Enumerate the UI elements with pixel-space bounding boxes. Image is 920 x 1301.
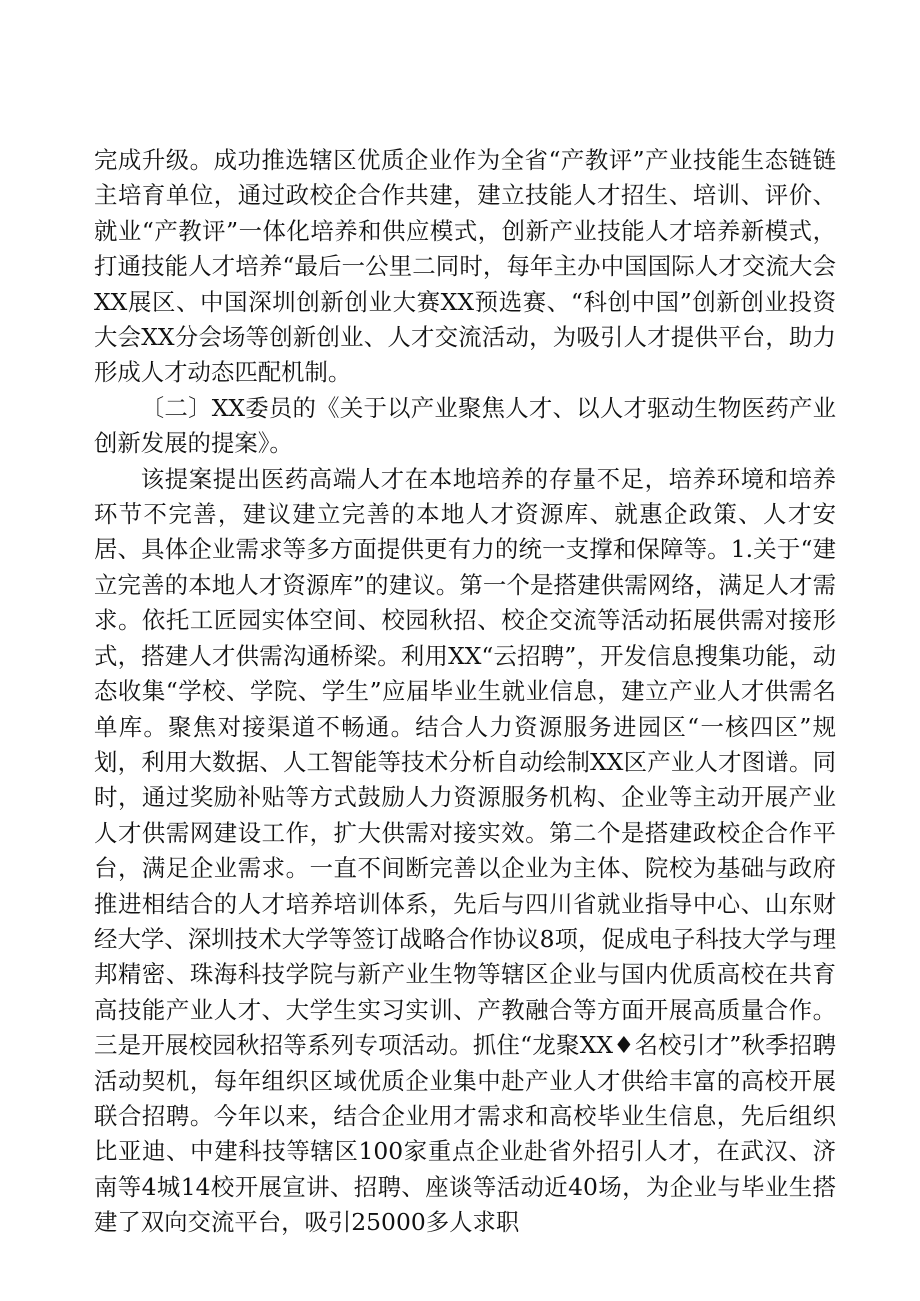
- paragraph-main: 该提案提出医药高端人才在本地培养的存量不足，培养环境和培养环节不完善，建议建立完善的本地人才资源库、就惠企政策、人才安居、具体企业需求等多方面提供更有力的统一支撑和保障等。1.关于“建立完善的本地人才资源库”的建议。第一个是搭建供需网络，满足人才需求。依托工匠园实体空间、校园秋招、校企交流等活动拓展供需对接形式，搭建人才供需沟通桥梁。利用XX“云招聘”，开发信息搜集功能，动态收集“学校、学院、学生”应届毕业生就业信息，建立产业人才供需名单库。聚焦对接渠道不畅通。结合人力资源服务进园区“一核四区”规划，利用大数据、人工智能等技术分析自动绘制XX区产业人才图谱。同时，通过奖励补贴等方式鼓励人力资源服务机构、企业等主动开展产业人才供需网建设工作，扩大供需对接实效。第二个是搭建政校企合作平台，满足企业需求。一直不间断完善以企业为主体、院校为基础与政府推进相结合的人才培养培训体系，先后与四川省就业指导中心、山东财经大学、深圳技术大学等签订战略合作协议8项，促成电子科技大学与理邦精密、珠海科技学院与新产业生物等辖区企业与国内优质高校在共育高技能产业人才、大学生实习实训、产教融合等方面开展高质量合作。三是开展校园秋招等系列专项活动。抓住“龙聚XX♦名校引才”秋季招聘活动契机，每年组织区域优质企业集中赴产业人才供给丰富的高校开展联合招聘。今年以来，结合企业用才需求和高校毕业生信息，先后组织比亚迪、中建科技等辖区100家重点企业赴省外招引人才，在武汉、济南等4城14校开展宣讲、招聘、座谈等活动近40场，为企业与毕业生搭建了双向交流平台，吸引25000多人求职: [94, 464, 836, 1237]
- section-heading: 〔二〕XX委员的《关于以产业聚焦人才、以人才驱动生物医药产业创新发展的提案》。: [94, 393, 836, 458]
- document-page: [94, 143, 836, 1241]
- paragraph-continuation: 完成升级。成功推选辖区优质企业作为全省“产教评”产业技能生态链链主培育单位，通过政校企合作共建，建立技能人才招生、培训、评价、就业“产教评”一体化培养和供应模式，创新产业技能人才培养新模式，打通技能人才培养“最后一公里二同时，每年主办中国国际人才交流大会XX展区、中国深圳创新创业大赛XX预选赛、“科创中国”创新创业投资大会XX分会场等创新创业、人才交流活动，为吸引人才提供平台，助力形成人才动态匹配机制。: [94, 146, 836, 387]
